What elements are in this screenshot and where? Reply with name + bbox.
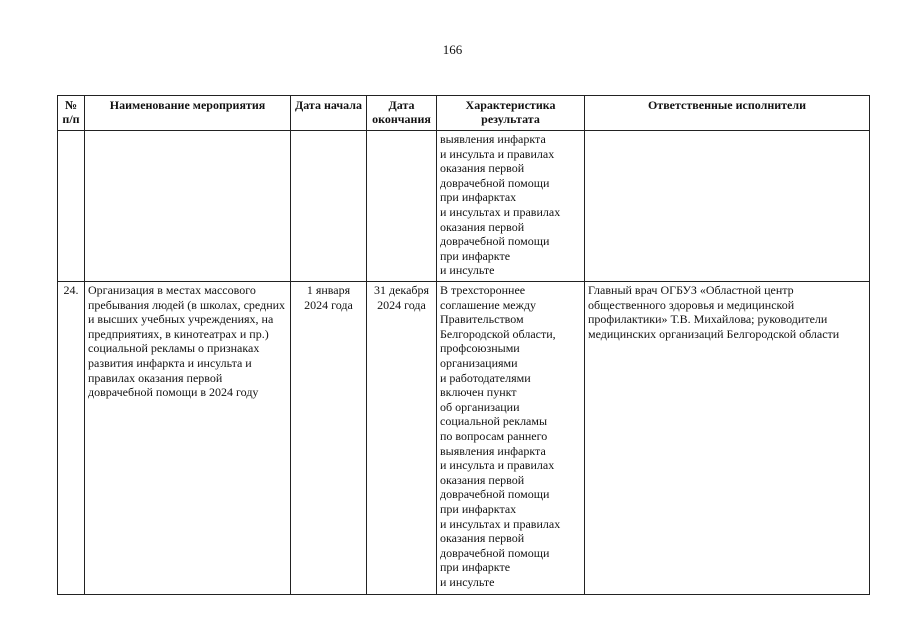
- cell-responsible: [585, 131, 870, 282]
- table-row-24: [58, 282, 870, 595]
- cell-event-name: Организация в местах массового пребывания людей (в школах, средних и высших учебных учреждениях, на предприятиях, в кинотеатрах и пр.) социальной рекламы о признаках развития инфаркта и инсульта и правилах оказания первой доврачебной помощи в 2024 году: [85, 282, 291, 595]
- cell-responsible: Главный врач ОГБУЗ «Областной центр общественного здоровья и медицинской профилактики» Т.В. Михайлова; руководители медицинских организаций Белгородской области: [585, 282, 870, 595]
- cell-event-name: [85, 131, 291, 282]
- cell-number: [58, 131, 85, 282]
- table-header-row: [58, 96, 870, 131]
- cell-end-date: 31 декабря 2024 года: [367, 282, 437, 595]
- table-row-continued: [58, 131, 870, 282]
- header-number: № п/п: [58, 96, 85, 131]
- cell-start-date: [291, 131, 367, 282]
- header-start-date: Дата начала: [291, 96, 367, 131]
- header-responsible: Ответственные исполнители: [585, 96, 870, 131]
- page-number: 166: [442, 42, 463, 57]
- events-table: [57, 95, 870, 595]
- header-event-name: Наименование мероприятия: [85, 96, 291, 131]
- cell-number: 24.: [58, 282, 85, 595]
- header-result: Характеристика результата: [437, 96, 585, 131]
- cell-result: В трехстороннее соглашение между Правительством Белгородской области, профсоюзными организациями и работодателями включен пункт об организации социальной рекламы по вопросам раннего выявления инфаркта и инсульта и правилах оказания первой доврачебной помощи при инфарктах и инсультах и правилах оказания первой доврачебной помощи при инфаркте и инсульте: [437, 282, 585, 595]
- cell-start-date: 1 января 2024 года: [291, 282, 367, 595]
- cell-result: выявления инфаркта и инсульта и правилах оказания первой доврачебной помощи при инфарктах и инсультах и правилах оказания первой доврачебной помощи при инфаркте и инсульте: [437, 131, 585, 282]
- cell-end-date: [367, 131, 437, 282]
- header-end-date: Дата окончания: [367, 96, 437, 131]
